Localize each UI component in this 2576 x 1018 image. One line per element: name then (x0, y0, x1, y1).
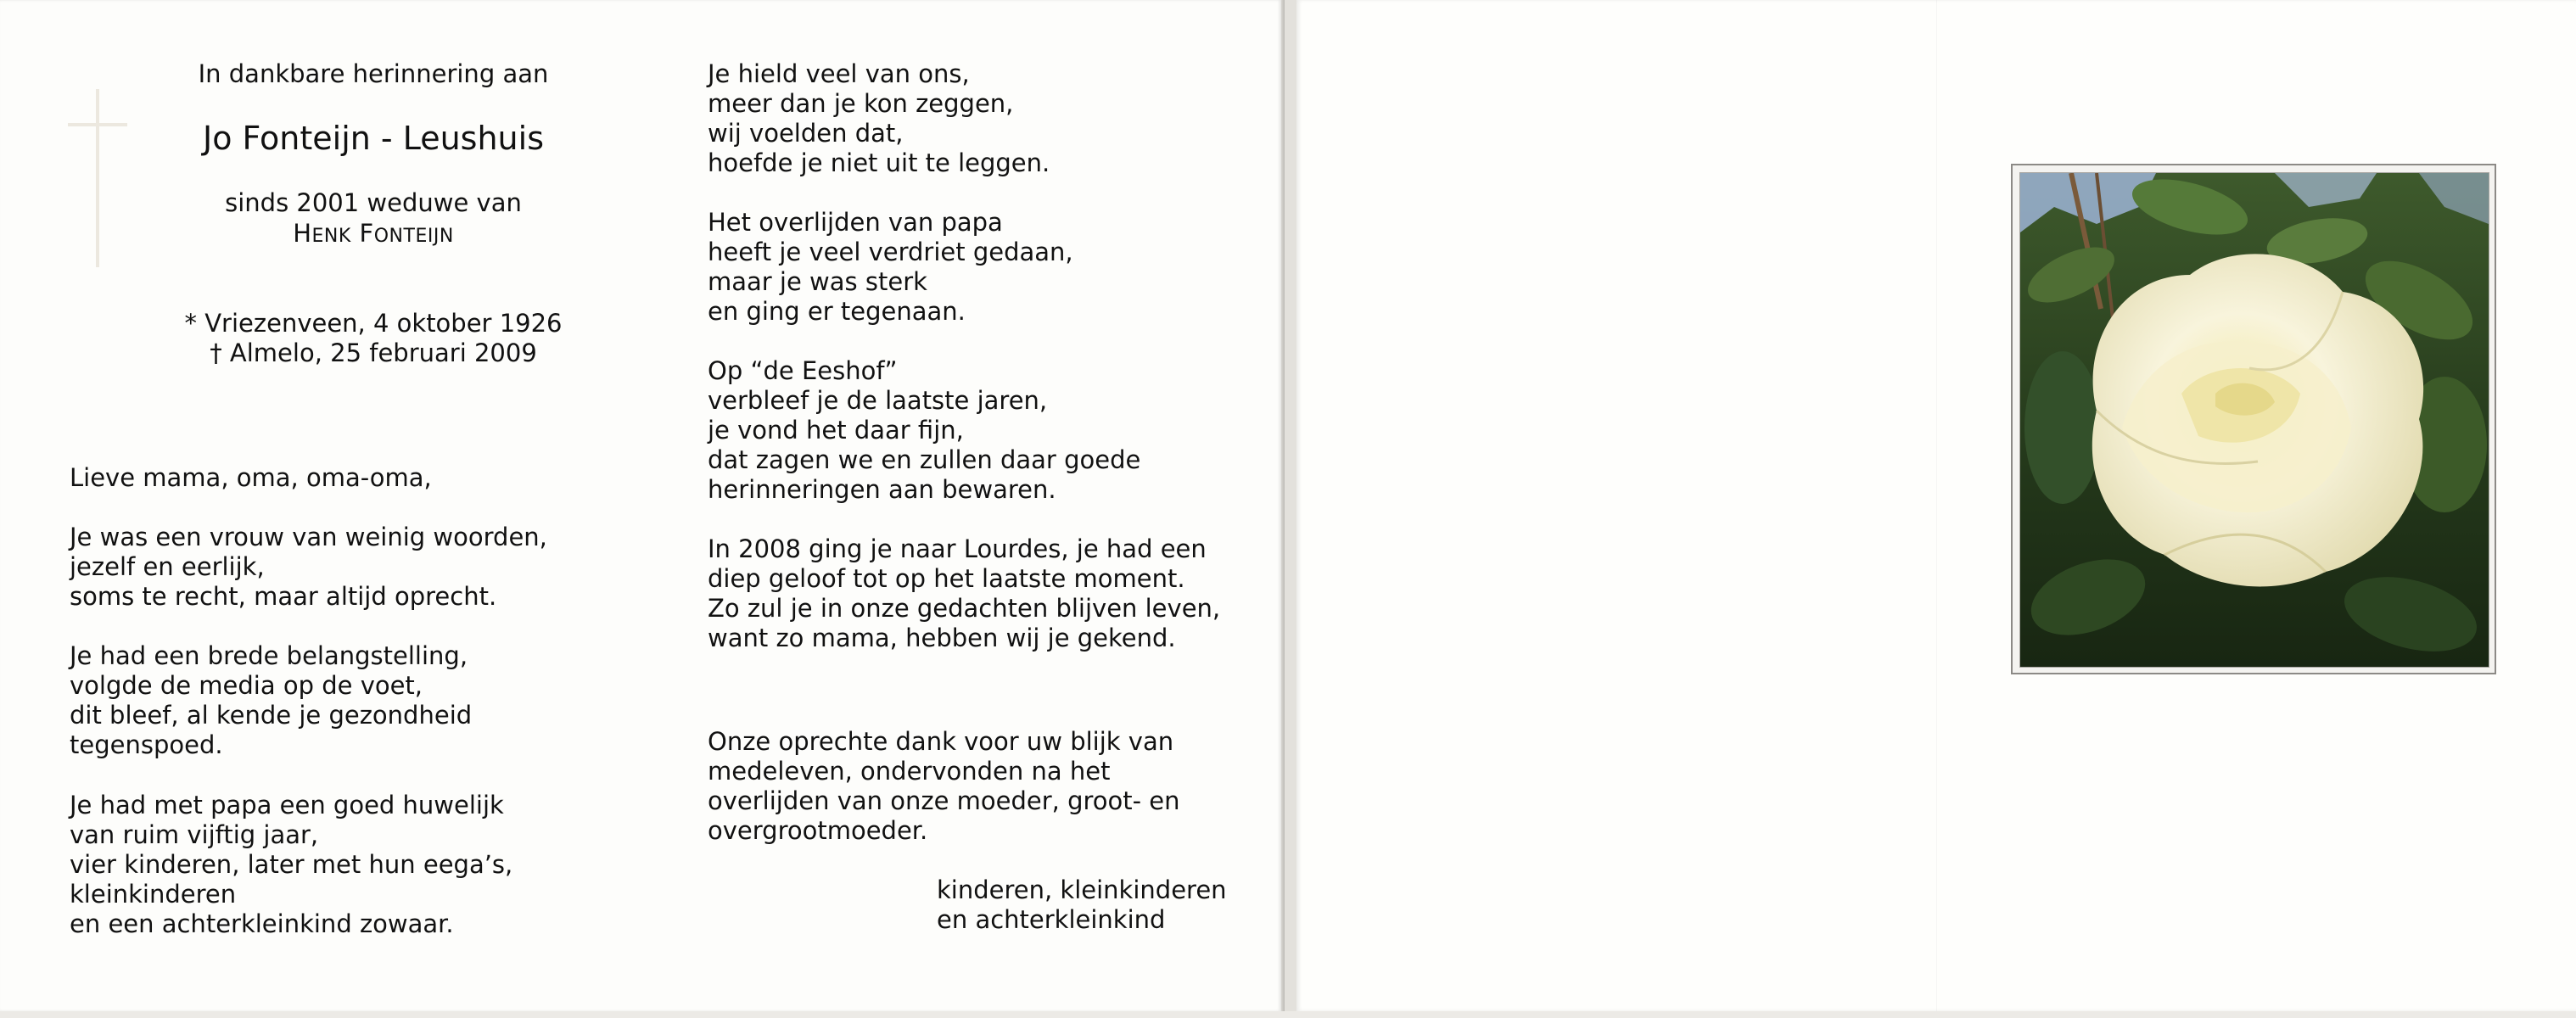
widow-line: sinds 2001 weduwe van (225, 188, 522, 217)
death-date-line: † Almelo, 25 februari 2009 (210, 338, 537, 367)
verse-line: In 2008 ging je naar Lourdes, je had een (708, 534, 1207, 563)
husband-name: HENK FONTEIJN (293, 219, 454, 248)
memorial-intro: In dankbare herinnering aan (198, 59, 549, 88)
verse-line: kleinkinderen (70, 880, 237, 909)
verse-line: maar je was sterk (708, 267, 927, 296)
thanks-line: overlijden van onze moeder, groot- en (708, 786, 1180, 815)
verse-line: en ging er tegenaan. (708, 297, 966, 326)
verse-line: Op “de Eeshof” (708, 356, 898, 385)
verse-line: wij voelden dat, (708, 119, 904, 148)
verse-line: Je had met papa een goed huwelijk (70, 791, 504, 819)
verse-line: dat zagen we en zullen daar goede (708, 445, 1141, 474)
verse-line: verbleef je de laatste jaren, (708, 386, 1048, 415)
verse-line: en een achterkleinkind zowaar. (70, 909, 454, 938)
verse-line: hoefde je niet uit te leggen. (708, 148, 1050, 177)
verse-line: Je had een brede belangstelling, (70, 641, 468, 670)
signature-line: en achterkleinkind (937, 905, 1166, 934)
verse-line: van ruim vijftig jaar, (70, 820, 319, 849)
verse-line: herinneringen aan bewaren. (708, 475, 1056, 504)
verse-line: soms te recht, maar altijd oprecht. (70, 582, 497, 611)
verse-line: Het overlijden van papa (708, 208, 1003, 237)
signature-line: kinderen, kleinkinderen (937, 875, 1227, 904)
verse-line: vier kinderen, later met hun eega’s, (70, 850, 513, 879)
verse-line: jezelf en eerlijk, (70, 552, 265, 581)
card-center-crease (1936, 0, 1937, 1011)
thanks-line: medeleven, ondervonden na het (708, 757, 1111, 786)
verse-line: Zo zul je in onze gedachten blijven leven, (708, 594, 1221, 623)
birth-date-line: * Vriezenveen, 4 oktober 1926 (184, 309, 563, 338)
verse-line: meer dan je kon zeggen, (708, 89, 1014, 118)
thanks-line: overgrootmoeder. (708, 816, 928, 845)
verse-line: tegenspoed. (70, 730, 223, 759)
verse-line: je vond het daar fijn, (708, 416, 964, 445)
verse-line: heeft je veel verdriet gedaan, (708, 238, 1073, 266)
thanks-line: Onze oprechte dank voor uw blijk van (708, 727, 1174, 756)
verse-line: Je hield veel van ons, (708, 59, 970, 88)
verse-line: Je was een vrouw van weinig woorden, (70, 523, 547, 551)
salutation: Lieve mama, oma, oma-oma, (70, 463, 432, 492)
verse-line: dit bleef, al kende je gezondheid (70, 701, 473, 730)
verse-line: volgde de media op de voet, (70, 671, 423, 700)
verse-line: want zo mama, hebben wij je gekend. (708, 624, 1176, 652)
photo-frame (2011, 164, 2496, 674)
verse-line: diep geloof tot op het laatste moment. (708, 564, 1185, 593)
deceased-name: Jo Fonteijn - Leushuis (202, 120, 544, 157)
white-rose-photo (2019, 172, 2489, 668)
card-gap (1285, 0, 1296, 1011)
